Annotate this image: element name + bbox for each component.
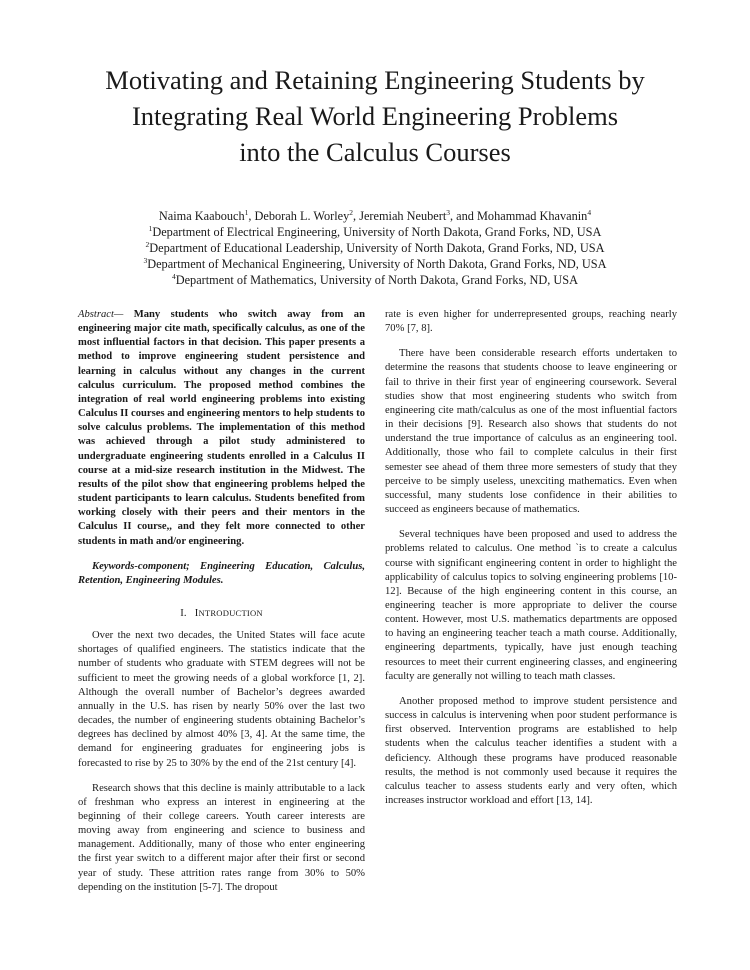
author-name: Mohammad Khavanin <box>477 209 588 223</box>
abstract <box>78 308 365 549</box>
body-paragraph: Over the next two decades, the United States will face acute shortages of qualified engineers. The statistics indicate that the number of students who graduate with STEM degrees will not be sufficient to meet the growing needs of a global workforce [1, 2]. Although the overall number of Bachelor’s degrees awarded annually in the U.S. has risen by nearly 50% over the last two decades, the number of engineering students obtaining Bachelor’s degrees has declined by almost 40% [3, 4]. At the same time, the demand for engineering graduates for engineering jobs is forecasted to rise by 25 to 30% by the end of the 21st century [4]. <box>78 630 365 769</box>
abstract-text: Many students who switch away from an engineering major cite math, specifically calculus, as one of the most influential factors in that decision. This paper presents a method to improve engineering student persistence and learning in calculus without any changes in the current calculus curriculum. The proposed method combines the integration of real world engineering problems into existing Calculus II courses and engineering mentors to help students to solve calculus problems. The implementation of this method was achieved through a pilot study administered to undergraduate engineering students enrolled in a Calculus II course at a mid-size research institution in the Midwest. The results of the pilot show that engineering problems helped the student participants to learn calculus. Students benefited from working closely with their peers and their mentors in the Calculus II course,, and they felt more connected to other students in math and/or engineering. <box>78 309 365 547</box>
body-paragraph: Research shows that this decline is mainly attributable to a lack of freshman who express an interest in engineering at the beginning of their college careers. Youth career interests are moving away from engineering and science to business and management. Additionally, many of those who enter engineering the first year switch to a different major after their first or second year of study. These attrition rates range from 30% to 50% depending on the institution [5-7]. The dropout <box>78 782 365 893</box>
paper-title <box>40 62 710 170</box>
section-heading: I. INTRODUCTION <box>180 607 263 619</box>
author-name: Naima Kaabouch <box>158 209 245 223</box>
author-block <box>40 208 710 288</box>
affiliation: $^2$Department of Educational Leadership, University of North Dakota, Grand Forks, ND, USA <box>145 240 605 255</box>
author-line: Naima Kaabouch$^1$, Deborah L. Worley$^2$, Jeremiah Neubert$^3$, and Mohammad Khavanin$^4$ <box>158 208 592 223</box>
affiliation: $^3$Department of Mechanical Engineering, University of North Dakota, Grand Forks, ND, USA <box>143 256 607 271</box>
title-line: into the Calculus Courses <box>239 137 511 167</box>
author-name: Deborah L. Worley <box>254 209 350 223</box>
affiliation: $^4$Department of Mathematics, University of North Dakota, Grand Forks, ND, USA <box>171 272 579 287</box>
body-paragraph: Another proposed method to improve student persistence and success in calculus is intervening when poor student performance is first observed. Intervention programs are established to help students when the calculus teacher identifies a student with a deficiency. Although these programs have produced reasonable results, the method is not commonly used because it requires the calculus teacher to assess students early and very often, which increases instructor workload and effort [13, 14]. <box>385 695 677 806</box>
left-column <box>78 308 365 906</box>
abstract-label: Abstract— <box>78 309 124 320</box>
title-line: Integrating Real World Engineering Problems <box>131 101 619 131</box>
keywords: Keywords-component; Engineering Education, Calculus, Retention, Engineering Modules. <box>78 560 365 586</box>
body-paragraph: Several techniques have been proposed and used to address the problems related to calculus. One method `is to create a calculus course with significant engineering content in order to highlight the applicability of calculus topics to solving engineering problems [10-12]. Because of the high engineering content in this course, an engineering teacher is more appropriate to deliver the course content. However, most U.S. mathematics departments are opposed to having an engineering teacher teach a math course. Additionally, engineering departments, typically, have just enough teaching resources to meet their current engineering classes, and engineering faculty are generally not willing to teach math classes. <box>385 529 677 682</box>
body-paragraph: There have been considerable research efforts undertaken to determine the reasons that students choose to leave engineering or fail to thrive in their first year of engineering coursework. Several studies show that most engineering students who switch from engineering cite math/calculus as one of the most influential factors in their decisions [9]. Research also shows that students do not understand the true importance of calculus as an engineering tool. Additionally, those who fail to complete calculus in their first semester see ahead of them three more semesters of study that they perceive to be simply useless, unexciting mathematics. Even when successful, many students lose confidence in their abilities to succeed as engineers because of mathematics. <box>385 348 677 516</box>
body-paragraph: rate is even higher for underrepresented groups, reaching nearly 70% [7, 8]. <box>385 309 677 335</box>
affiliation: $^1$Department of Electrical Engineering, University of North Dakota, Grand Forks, ND, USA <box>148 224 602 239</box>
title-line: Motivating and Retaining Engineering Students by <box>105 65 645 95</box>
right-column <box>385 308 677 819</box>
author-name: Jeremiah Neubert <box>359 209 447 223</box>
